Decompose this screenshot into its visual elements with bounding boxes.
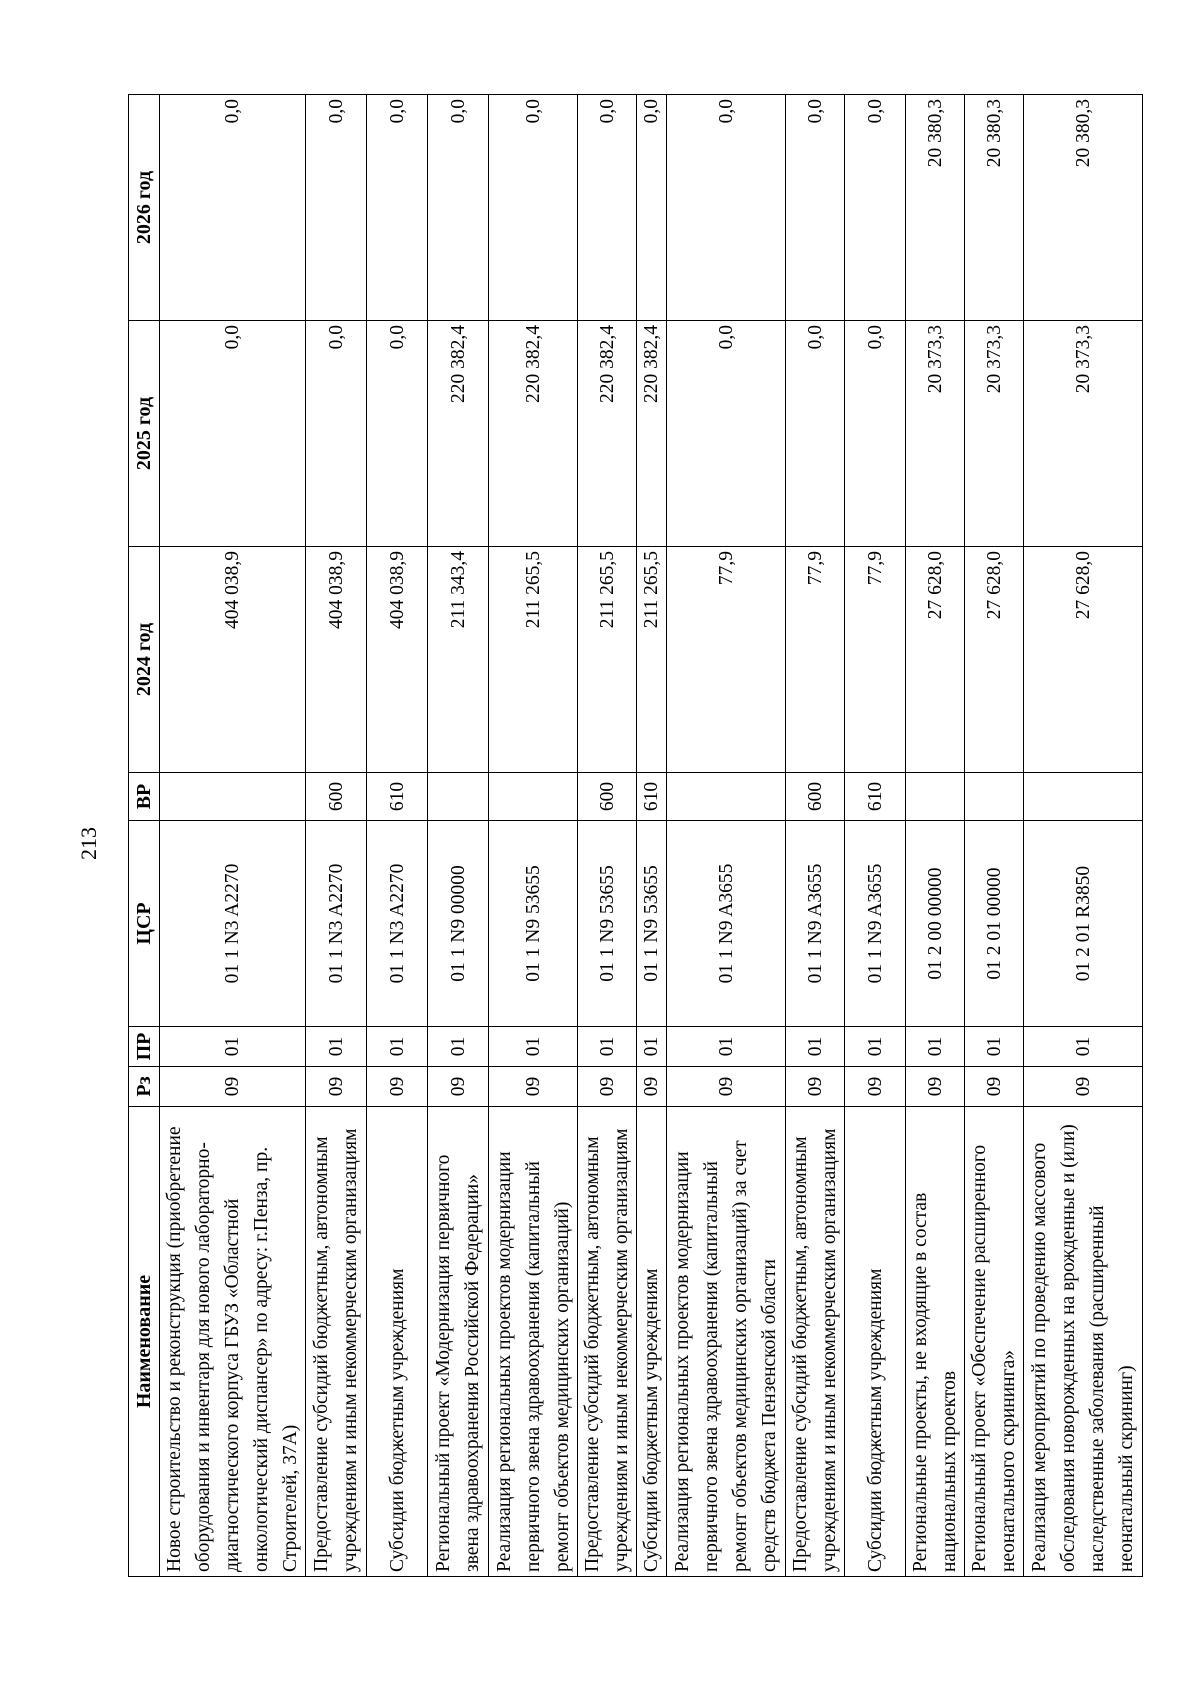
cell-name: Реализация региональных проектов модернизации первичного звена здравоохранения (капитальный ремонт объектов медицинских организаций) <box>489 1107 578 1577</box>
cell-2025: 0,0 <box>367 321 428 547</box>
cell-csr: 01 1 N9 00000 <box>428 821 489 1027</box>
cell-vr: 600 <box>306 773 367 821</box>
header-2026: 2026 год <box>129 95 160 321</box>
cell-rz: 09 <box>367 1067 428 1107</box>
cell-vr <box>667 773 786 821</box>
cell-2025: 220 382,4 <box>578 321 637 547</box>
cell-csr: 01 1 N9 A3655 <box>845 821 906 1027</box>
budget-table <box>128 94 1143 1577</box>
cell-rz: 09 <box>428 1067 489 1107</box>
cell-2025: 20 373,3 <box>965 321 1024 547</box>
cell-2024: 404 038,9 <box>306 547 367 773</box>
cell-2025: 0,0 <box>845 321 906 547</box>
cell-pr: 01 <box>845 1027 906 1067</box>
header-2025: 2025 год <box>129 321 160 547</box>
cell-2025: 220 382,4 <box>637 321 667 547</box>
table-row <box>637 95 667 1577</box>
header-csr: ЦСР <box>129 821 160 1027</box>
cell-2026: 0,0 <box>306 95 367 321</box>
cell-name: Региональный проект «Обеспечение расширенного неонатального скрининга» <box>965 1107 1024 1577</box>
cell-2024: 211 265,5 <box>578 547 637 773</box>
cell-csr: 01 1 N9 A3655 <box>786 821 845 1027</box>
cell-name: Новое строительство и реконструкция (приобретение оборудования и инвентаря для нового лабораторно-диагностического корпуса ГБУЗ «Областной онкологический диспансер» по адресу: г.Пенза, пр. Строителей, 37А) <box>160 1107 306 1577</box>
cell-rz: 09 <box>906 1067 965 1107</box>
cell-vr: 600 <box>578 773 637 821</box>
cell-rz: 09 <box>306 1067 367 1107</box>
cell-name: Предоставление субсидий бюджетным, автономным учреждениям и иным некоммерческим организациям <box>786 1107 845 1577</box>
cell-2024: 27 628,0 <box>965 547 1024 773</box>
cell-rz: 09 <box>965 1067 1024 1107</box>
cell-pr: 01 <box>489 1027 578 1067</box>
cell-2026: 0,0 <box>428 95 489 321</box>
header-rz: Рз <box>129 1067 160 1107</box>
cell-2026: 0,0 <box>367 95 428 321</box>
header-vr: ВР <box>129 773 160 821</box>
cell-vr <box>906 773 965 821</box>
cell-rz: 09 <box>1024 1067 1143 1107</box>
cell-vr <box>1024 773 1143 821</box>
cell-vr <box>428 773 489 821</box>
cell-name: Реализация региональных проектов модернизации первичного звена здравоохранения (капитальный ремонт объектов медицинских организаций) за счет средств бюджета Пензенской области <box>667 1107 786 1577</box>
cell-2024: 27 628,0 <box>1024 547 1143 773</box>
cell-2025: 20 373,3 <box>1024 321 1143 547</box>
cell-vr <box>160 773 306 821</box>
cell-name: Субсидии бюджетным учреждениям <box>845 1107 906 1577</box>
cell-pr: 01 <box>637 1027 667 1067</box>
cell-2026: 20 380,3 <box>1024 95 1143 321</box>
cell-2026: 0,0 <box>786 95 845 321</box>
cell-2025: 0,0 <box>667 321 786 547</box>
table-row <box>489 95 578 1577</box>
cell-rz: 09 <box>489 1067 578 1107</box>
table-row <box>845 95 906 1577</box>
page-number: 213 <box>76 827 101 860</box>
table-row <box>667 95 786 1577</box>
header-2024: 2024 год <box>129 547 160 773</box>
cell-rz: 09 <box>578 1067 637 1107</box>
cell-csr: 01 2 01 00000 <box>965 821 1024 1027</box>
cell-pr: 01 <box>578 1027 637 1067</box>
cell-2025: 220 382,4 <box>489 321 578 547</box>
cell-2025: 0,0 <box>786 321 845 547</box>
cell-2024: 404 038,9 <box>160 547 306 773</box>
cell-2024: 211 265,5 <box>637 547 667 773</box>
table-row <box>367 95 428 1577</box>
cell-vr <box>965 773 1024 821</box>
table-row <box>1024 95 1143 1577</box>
cell-csr: 01 2 01 R3850 <box>1024 821 1143 1027</box>
cell-2024: 77,9 <box>845 547 906 773</box>
cell-2025: 0,0 <box>306 321 367 547</box>
header-name: Наименование <box>129 1107 160 1577</box>
table-row <box>906 95 965 1577</box>
cell-2026: 0,0 <box>667 95 786 321</box>
cell-2024: 77,9 <box>786 547 845 773</box>
cell-2026: 20 380,3 <box>965 95 1024 321</box>
cell-2024: 27 628,0 <box>906 547 965 773</box>
cell-name: Предоставление субсидий бюджетным, автономным учреждениям и иным некоммерческим организациям <box>578 1107 637 1577</box>
cell-2024: 211 265,5 <box>489 547 578 773</box>
cell-pr: 01 <box>1024 1027 1143 1067</box>
rotated-table-container <box>128 95 1137 1577</box>
cell-2026: 0,0 <box>160 95 306 321</box>
header-row <box>129 95 160 1577</box>
cell-pr: 01 <box>667 1027 786 1067</box>
cell-csr: 01 1 N3 A2270 <box>367 821 428 1027</box>
cell-vr: 610 <box>637 773 667 821</box>
header-pr: ПР <box>129 1027 160 1067</box>
cell-csr: 01 2 00 00000 <box>906 821 965 1027</box>
table-row <box>786 95 845 1577</box>
cell-2026: 20 380,3 <box>906 95 965 321</box>
cell-2024: 77,9 <box>667 547 786 773</box>
cell-pr: 01 <box>786 1027 845 1067</box>
cell-2025: 0,0 <box>160 321 306 547</box>
cell-name: Субсидии бюджетным учреждениям <box>637 1107 667 1577</box>
cell-csr: 01 1 N9 53655 <box>489 821 578 1027</box>
cell-2025: 20 373,3 <box>906 321 965 547</box>
cell-pr: 01 <box>428 1027 489 1067</box>
cell-name: Реализация мероприятий по проведению массового обследования новорожденных на врожденные и (или) наследственные заболевания (расширенный неонатальный скрининг) <box>1024 1107 1143 1577</box>
cell-name: Предоставление субсидий бюджетным, автономным учреждениям и иным некоммерческим организациям <box>306 1107 367 1577</box>
table-row <box>160 95 306 1577</box>
cell-csr: 01 1 N9 A3655 <box>667 821 786 1027</box>
table-row <box>306 95 367 1577</box>
cell-rz: 09 <box>845 1067 906 1107</box>
cell-vr: 610 <box>367 773 428 821</box>
cell-2026: 0,0 <box>578 95 637 321</box>
cell-rz: 09 <box>667 1067 786 1107</box>
cell-pr: 01 <box>367 1027 428 1067</box>
cell-csr: 01 1 N9 53655 <box>578 821 637 1027</box>
cell-2026: 0,0 <box>489 95 578 321</box>
table-row <box>428 95 489 1577</box>
cell-rz: 09 <box>160 1067 306 1107</box>
cell-csr: 01 1 N9 53655 <box>637 821 667 1027</box>
table-row <box>578 95 637 1577</box>
cell-rz: 09 <box>637 1067 667 1107</box>
cell-vr <box>489 773 578 821</box>
cell-2026: 0,0 <box>637 95 667 321</box>
cell-2025: 220 382,4 <box>428 321 489 547</box>
cell-name: Региональные проекты, не входящие в состав национальных проектов <box>906 1107 965 1577</box>
cell-vr: 600 <box>786 773 845 821</box>
cell-2024: 404 038,9 <box>367 547 428 773</box>
cell-csr: 01 1 N3 A2270 <box>306 821 367 1027</box>
cell-name: Региональный проект «Модернизация первичного звена здравоохранения Российской Федерации» <box>428 1107 489 1577</box>
cell-pr: 01 <box>306 1027 367 1067</box>
cell-2026: 0,0 <box>845 95 906 321</box>
cell-2024: 211 343,4 <box>428 547 489 773</box>
cell-rz: 09 <box>786 1067 845 1107</box>
cell-name: Субсидии бюджетным учреждениям <box>367 1107 428 1577</box>
cell-pr: 01 <box>906 1027 965 1067</box>
cell-pr: 01 <box>965 1027 1024 1067</box>
cell-vr: 610 <box>845 773 906 821</box>
table-row <box>965 95 1024 1577</box>
cell-csr: 01 1 N3 A2270 <box>160 821 306 1027</box>
cell-pr: 01 <box>160 1027 306 1067</box>
